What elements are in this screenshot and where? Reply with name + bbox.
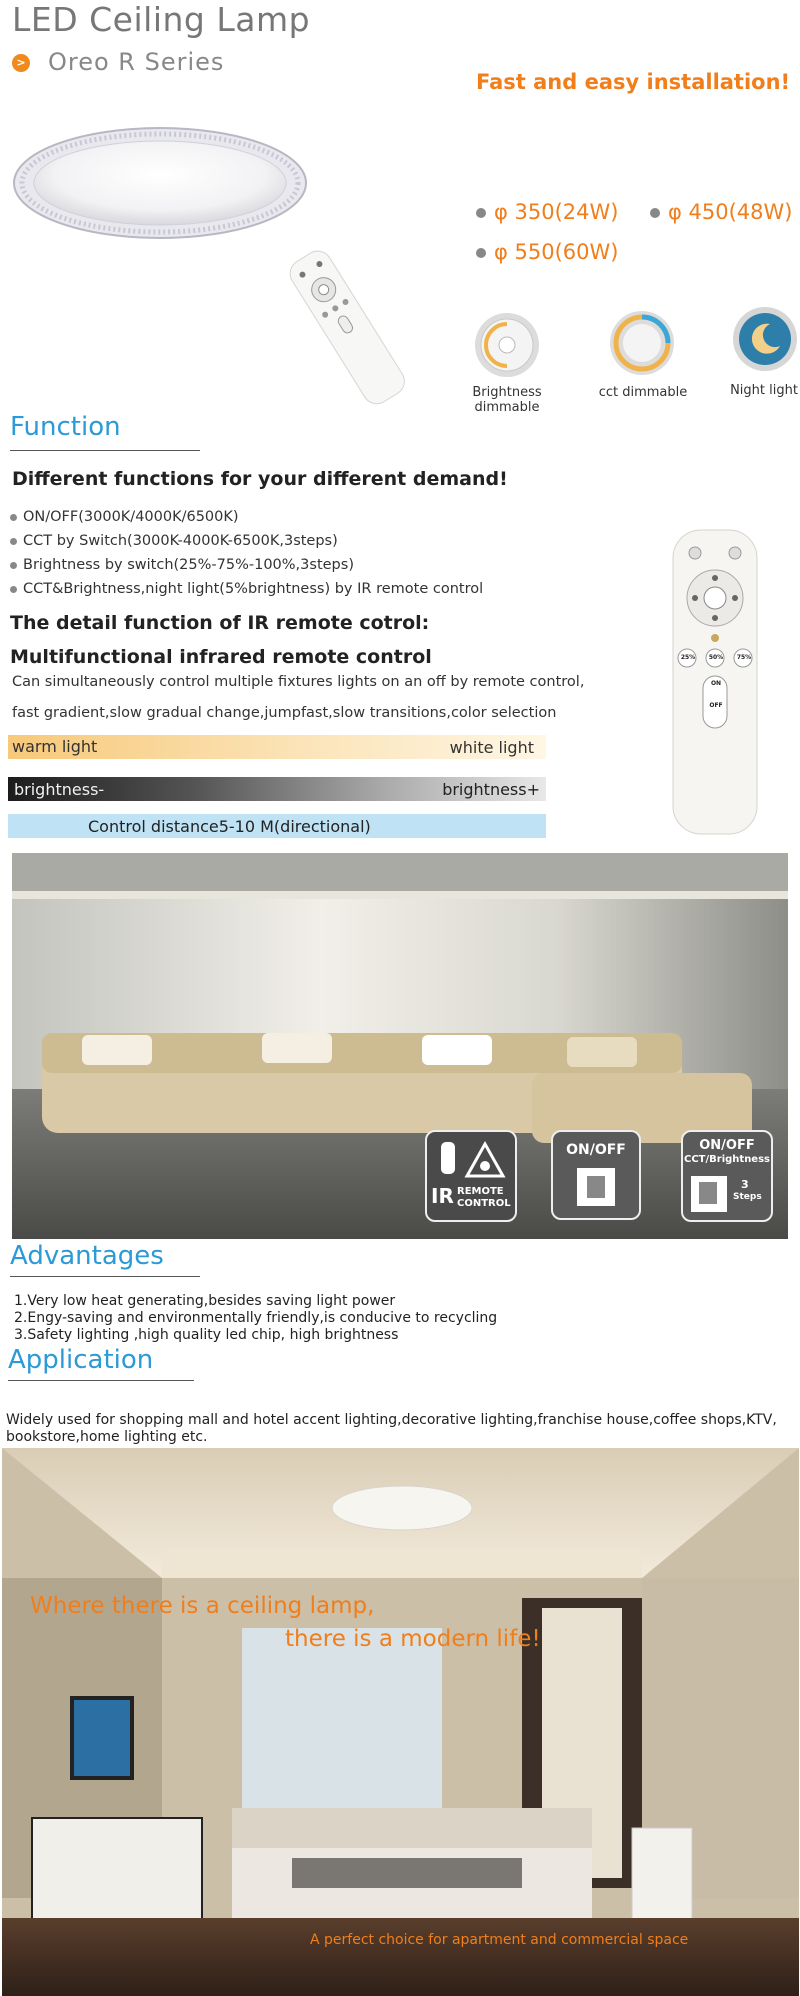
advantages-section-title: Advantages [10,1241,164,1271]
function-section-title: Function [10,412,121,442]
brightness-bar [8,777,546,801]
bullet-dot-icon [10,538,17,545]
series-arrow-icon: > [12,54,30,72]
list-item: Brightness by switch(25%-75%-100%,3steps) [10,553,483,577]
list-item: CCT&Brightness,night light(5%brightness) by IR remote control [10,577,483,601]
function-heading: Different functions for your different demand! [12,468,508,490]
ir-signal-icon [435,1138,507,1182]
living-room-scene [12,853,788,1239]
living-room-photo [12,853,788,1239]
warm-light-label: warm light [12,737,98,756]
bedroom-photo [2,1448,799,1996]
bullet-dot-icon [10,514,17,521]
wall-switch-icon [689,1174,731,1214]
steps-label: Steps [733,1192,762,1202]
feature-label: cct dimmable [598,385,688,400]
remote-button-on: ON [710,680,722,687]
remote-label: REMOTE [457,1186,504,1197]
list-item: 1.Very low heat generating,besides saving light power [14,1293,396,1309]
control-label: CONTROL [457,1198,511,1209]
list-item: CCT by Switch(3000K-4000K-6500K,3steps) [10,529,483,553]
steps-number: 3 [741,1178,749,1191]
control-distance-label: Control distance5-10 M(directional) [88,817,371,836]
onoff-label: ON/OFF [699,1138,755,1153]
white-light-label: white light [449,738,534,757]
ir-detail-heading: The detail function of IR remote cotrol: [10,612,430,634]
remote-transitions: fast gradient,slow gradual change,jumpfast,slow transitions,color selection [12,705,557,721]
slogan-caption: A perfect choice for apartment and commercial space [310,1932,689,1948]
remote-button-50: 50% [708,654,724,661]
feature-label: Night light [730,383,798,398]
remote-button-off: OFF [709,702,723,709]
section-divider [10,450,200,451]
list-item: ON/OFF(3000K/4000K/6500K) [10,505,483,529]
bedroom-scene [2,1448,799,1996]
size-option: φ 550(60W) [476,240,618,264]
color-temperature-bar [8,735,546,759]
remote-description: Can simultaneously control multiple fixtures lights on an off by remote control, [12,674,585,690]
installation-tagline: Fast and easy installation! [476,70,791,94]
wall-switch-icon [575,1166,617,1208]
function-list [10,505,483,601]
bullet-dot-icon [10,586,17,593]
ir-label: IR [431,1184,454,1208]
ceiling-lamp-image [10,125,310,243]
page-title: LED Ceiling Lamp [12,0,311,39]
brightness-minus-label: brightness- [14,780,105,799]
remote-control-image [275,245,420,410]
application-description: Widely used for shopping mall and hotel accent lighting,decorative lighting,franchise house,coffee shops,KTV, bookstore,home lighting etc. [6,1412,777,1445]
brightness-dial-icon [474,312,540,378]
onoff-badge [551,1130,641,1220]
size-option: φ 350(24W) [476,200,618,224]
application-section-title: Application [8,1345,154,1375]
advantages-list [14,1293,497,1344]
section-divider [10,1276,200,1277]
brightness-plus-label: brightness+ [442,780,540,799]
remote-button-25: 25% [680,654,696,661]
multifunction-heading: Multifunctional infrared remote control [10,646,432,668]
size-option: φ 450(48W) [650,200,792,224]
bullet-dot-icon [10,562,17,569]
cct-dial-icon [609,310,675,376]
feature-label: Brightness dimmable [472,385,542,415]
list-item: 3.Safety lighting ,high quality led chip, high brightness [14,1327,399,1343]
bullet-dot-icon [476,208,486,218]
slogan-line-1: Where there is a ceiling lamp, [30,1593,375,1619]
onoff-label: ON/OFF [566,1142,626,1158]
remote-button-75: 75% [736,654,752,661]
ir-remote-badge [425,1130,517,1222]
section-divider [8,1380,194,1381]
bullet-dot-icon [476,248,486,258]
slogan-line-2: there is a modern life! [285,1626,541,1652]
series-name: Oreo R Series [48,48,225,76]
bullet-dot-icon [650,208,660,218]
list-item: 2.Engy-saving and environmentally friendly,is conducive to recycling [14,1310,498,1326]
cct-brightness-badge [681,1130,773,1222]
cct-brightness-label: CCT/Brightness [684,1154,770,1165]
moon-icon [732,306,798,372]
control-distance-bar [8,814,546,838]
